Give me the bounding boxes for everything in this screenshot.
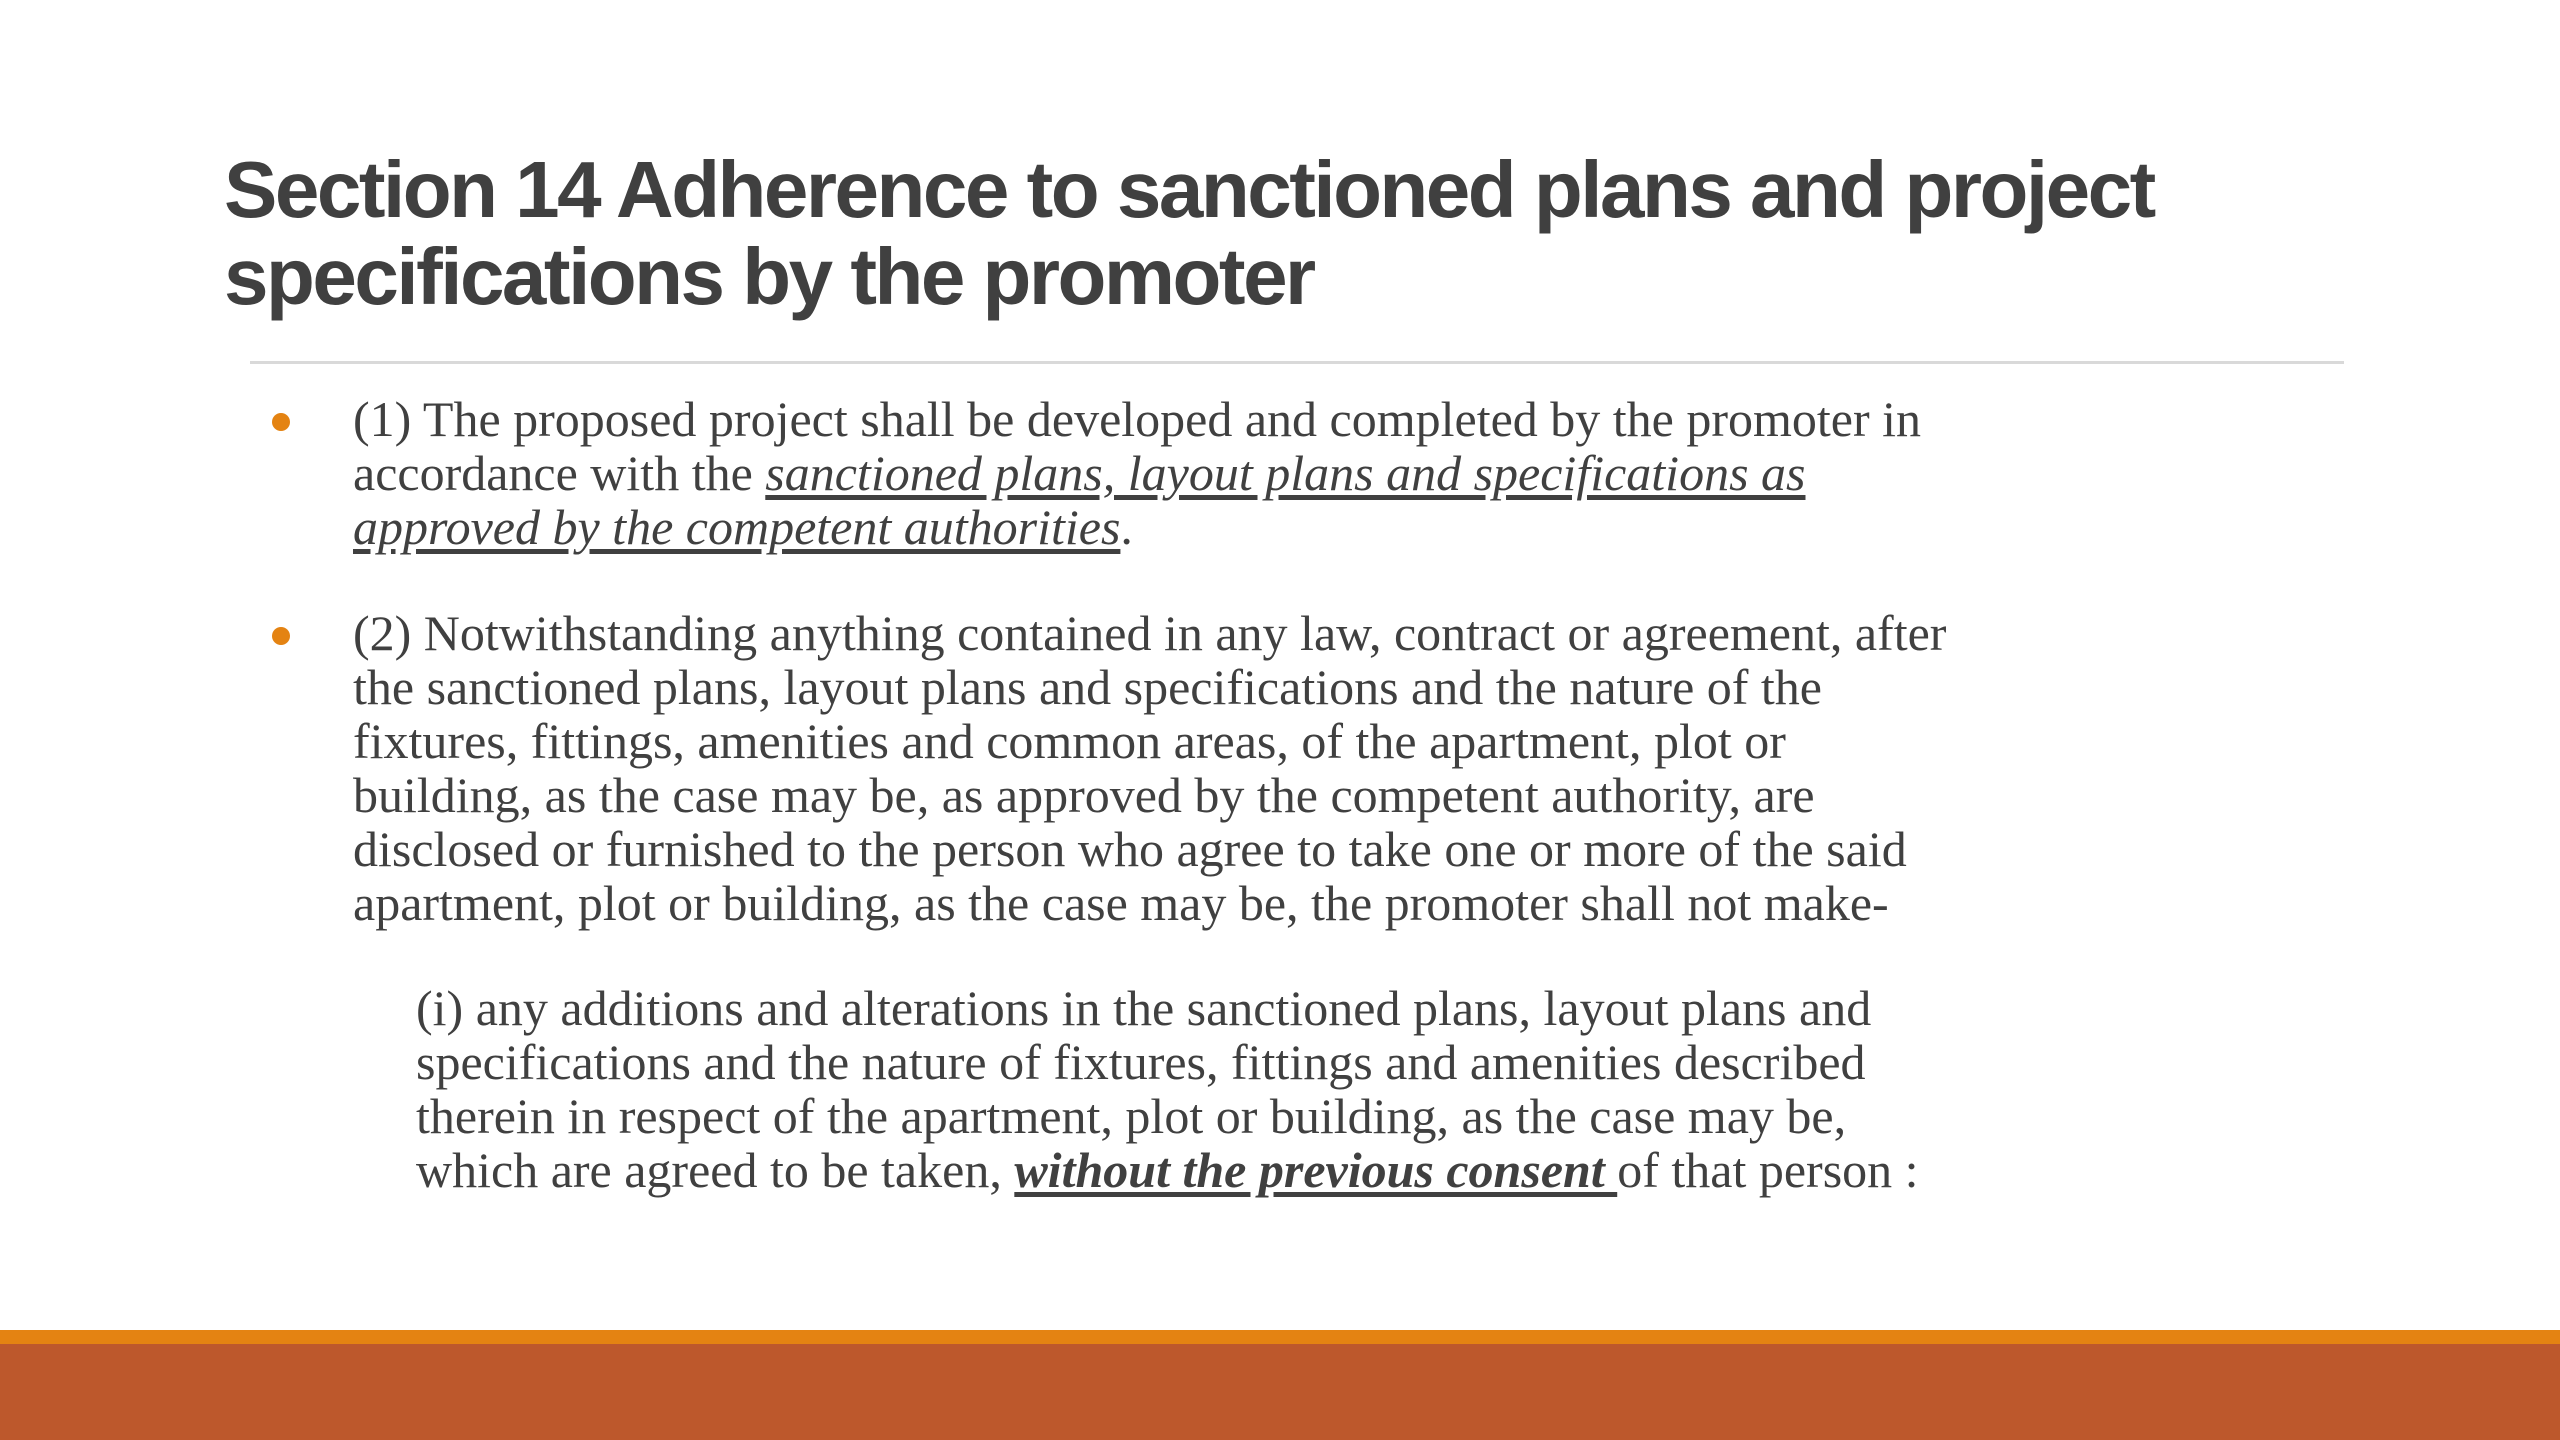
- bullet-dot-icon: [272, 627, 290, 645]
- bullet-2-line-2: the sanctioned plans, layout plans and specifications and the nature of the: [353, 659, 1822, 715]
- bullet-1-line-1: (1) The proposed project shall be developed and completed by the promoter in: [353, 391, 1922, 447]
- bullet-1-line-2: [353, 446, 1921, 500]
- footer-band: [0, 1344, 2560, 1440]
- sub-clause-line-4-text: which are agreed to be taken,: [416, 1142, 1015, 1198]
- bullet-2-line-3: fixtures, fittings, amenities and common areas, of the apartment, plot or: [353, 713, 1786, 769]
- bullet-1-line-3: [353, 500, 1921, 554]
- bullet-1-line-3-suffix: .: [1120, 499, 1133, 555]
- bullet-item-2: [353, 606, 1946, 930]
- sub-clause-line-1: (i) any additions and alterations in the sanctioned plans, layout plans and: [416, 980, 1872, 1036]
- bullet-2-line-5: disclosed or furnished to the person who agree to take one or more of the said: [353, 821, 1907, 877]
- footer-accent-stripe: [0, 1330, 2560, 1344]
- sub-clause-line-4-suffix: of that person :: [1617, 1142, 1919, 1198]
- bullet-dot-icon: [272, 413, 290, 431]
- emphasis-competent-authorities: approved by the competent authorities: [353, 499, 1121, 555]
- bullet-2-line-1: (2) Notwithstanding anything contained in any law, contract or agreement, after: [353, 605, 1947, 661]
- bullet-2-line-4: building, as the case may be, as approved by the competent authority, are: [353, 767, 1815, 823]
- bullet-1-line-2-text: accordance with the: [353, 445, 766, 501]
- sub-clause-i: [416, 981, 1919, 1197]
- emphasis-previous-consent: without the previous consent: [1014, 1142, 1618, 1198]
- sub-clause-line-3: therein in respect of the apartment, plot or building, as the case may be,: [416, 1088, 1847, 1144]
- slide-title-line-2: specifications by the promoter: [224, 232, 1314, 321]
- slide-title-line-1: Section 14 Adherence to sanctioned plans and project: [224, 145, 2154, 234]
- sub-clause-line-2: specifications and the nature of fixtures, fittings and amenities described: [416, 1034, 1866, 1090]
- sub-clause-line-4: [416, 1143, 1919, 1197]
- emphasis-sanctioned-plans: sanctioned plans, layout plans and specifications as: [765, 445, 1806, 501]
- bullet-item-1: [353, 392, 1921, 554]
- bullet-2-line-6: apartment, plot or building, as the case may be, the promoter shall not make-: [353, 875, 1889, 931]
